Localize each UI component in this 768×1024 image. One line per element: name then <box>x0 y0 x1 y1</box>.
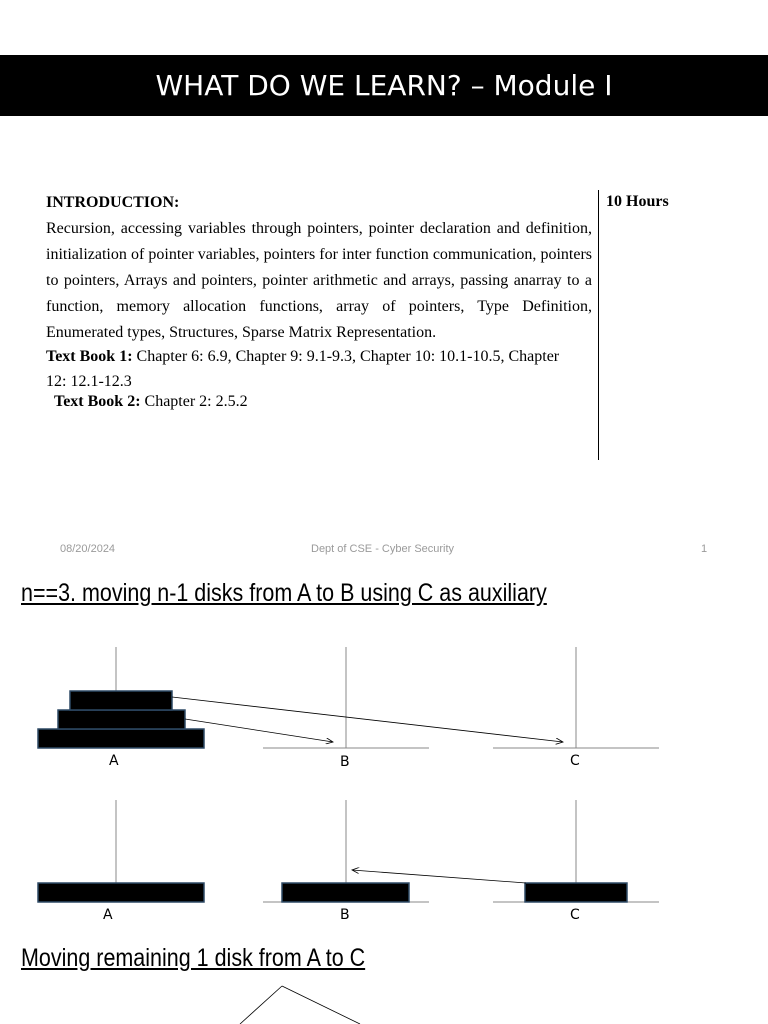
disk-medium <box>58 710 185 729</box>
disk-medium <box>282 883 409 902</box>
peg-label-c: C <box>570 753 580 769</box>
syllabus-body: Recursion, accessing variables through pointers, pointer declaration and definition, initialization of pointer variables, pointers for inter function communication, pointers to pointers, Arrays and pointers, pointer arithmetic and arrays, passing anarray to a function, memory allocation functions, array of pointers, Type Definition, Enumerated types, Structures, Sparse Matrix Representation. <box>46 220 592 341</box>
peg-label-a: A <box>103 907 113 923</box>
disk-large <box>38 883 204 902</box>
move-arrow-to-c <box>172 697 563 742</box>
slide-title: WHAT DO WE LEARN? – Module I <box>0 55 768 116</box>
textbook1-label: Text Book 1: <box>46 348 133 365</box>
hours-label: 10 Hours <box>606 193 669 210</box>
move-arrow-line <box>282 986 360 1024</box>
move-arrow-c-to-b <box>352 870 526 883</box>
disk-small <box>70 691 172 710</box>
hanoi-row-after-move <box>38 800 659 923</box>
textbook1-text: Chapter 6: 6.9, Chapter 9: 9.1-9.3, Chapter 10: 10.1-10.5, Chapter <box>132 348 560 365</box>
move-arrow-to-b <box>185 719 333 742</box>
peg-label-a: A <box>109 753 119 769</box>
textbook2-text: Chapter 2: 2.5.2 <box>140 393 248 410</box>
disk-small <box>525 883 627 902</box>
peg-label-b: B <box>340 754 350 770</box>
peg-label-b: B <box>340 907 350 923</box>
syllabus-heading: INTRODUCTION: <box>46 194 180 211</box>
move-arrow-line <box>240 986 282 1024</box>
hanoi-row-initial <box>38 647 659 770</box>
hanoi-row-final-partial <box>240 986 360 1024</box>
peg-label-c: C <box>570 907 580 923</box>
disk-large <box>38 729 204 748</box>
footer-dept: Dept of CSE - Cyber Security <box>311 543 455 555</box>
hanoi-step-subtitle: Moving remaining 1 disk from A to C <box>21 944 366 972</box>
footer-page-number: 1 <box>701 543 708 555</box>
textbook2-label: Text Book 2: <box>54 393 141 410</box>
textbook1-continuation: 12: 12.1-12.3 <box>46 373 132 390</box>
hanoi-step-title: n==3. moving n-1 disks from A to B using C as auxiliary <box>21 579 547 607</box>
footer-date: 08/20/2024 <box>60 543 116 555</box>
